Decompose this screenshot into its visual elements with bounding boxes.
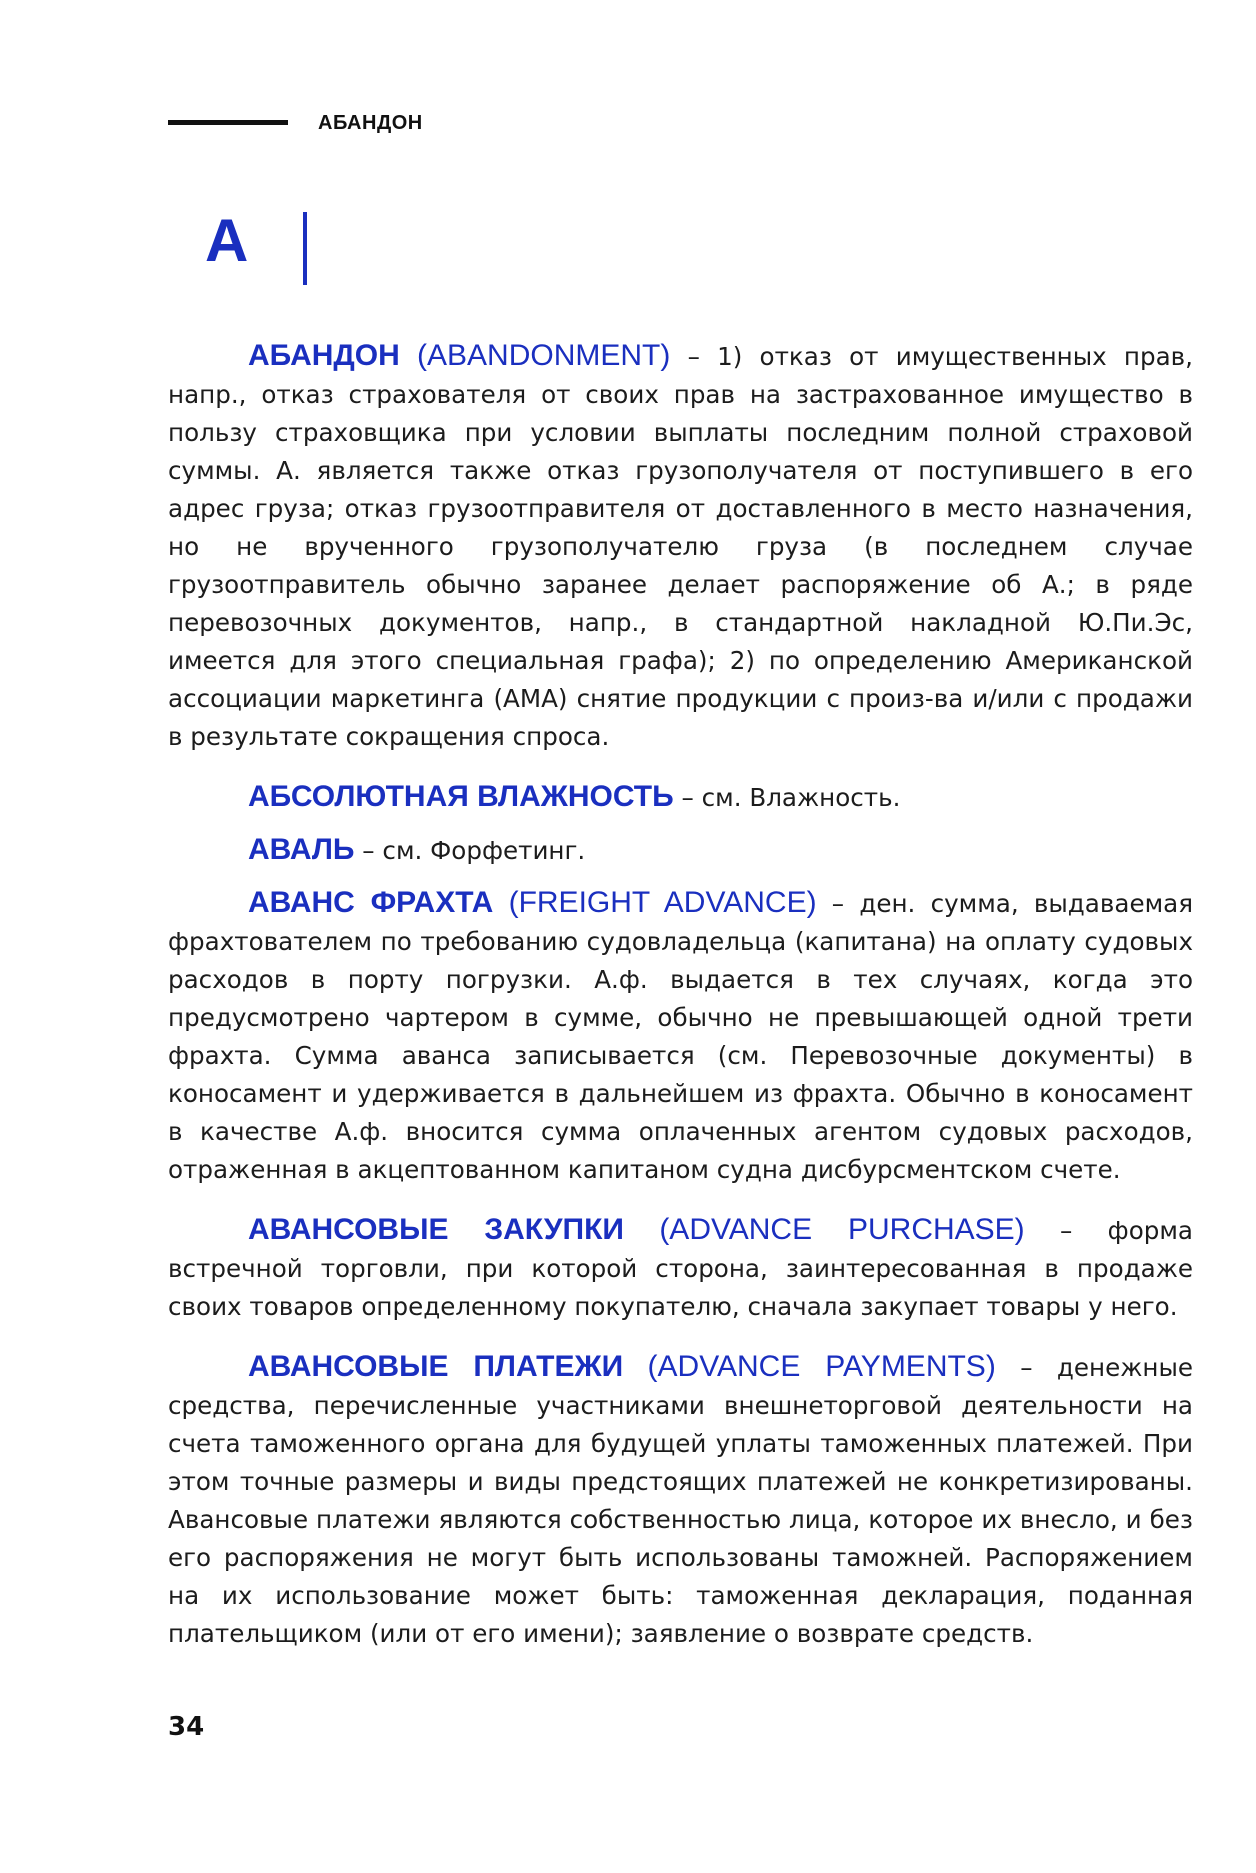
entry-definition: – денежные средства, перечисленные участниками внешнеторговой деятельности на счета таможенного органа для будущей уплаты таможенных платежей. При этом точные размеры и виды предстоящих платежей не конкретизированы. Авансовые платежи являются собственностью лица, которое их внесло, и без его распоряжения не могут быть использованы таможней. Распоряжением на их использование может быть: таможенная декларация, поданная плательщиком (или от его имени); заявление о возврате средств.	[168, 1353, 1193, 1648]
entry-definition: – 1) отказ от имущественных прав, напр., отказ страхователя от своих прав на застрахованное имущество в пользу страховщика при условии выплаты последним полной страховой суммы. А. является также отказ грузополучателя от поступившего в его адрес груза; отказ грузоотправителя от доставленного в место назначения, но не врученного грузополучателю груза (в последнем случае грузоотправитель обычно заранее делает распоряжение об А.; в ряде перевозочных документов, напр., в стандартной накладной Ю.Пи.Эс, имеется для этого специальная графа); 2) по определению Американской ассоциации маркетинга (АМА) снятие продукции с произ-ва и/или с продажи в результате сокращения спроса.	[168, 342, 1193, 751]
dictionary-entry	[168, 1348, 1193, 1653]
entry-definition: – ден. сумма, выдаваемая фрахтователем по требованию судовладельца (капитана) на оплату судовых расходов в порту погрузки. А.ф. выдается в тех случаях, когда это предусмотрено чартером в сумме, обычно не превышающей одной трети фрахта. Сумма аванса записывается (см. Перевозочные документы) в коносамент и удерживается в дальнейшем из фрахта. Обычно в коносамент в качестве А.ф. вносится сумма оплаченных агентом судовых расходов, отраженная в акцептованном капитаном судна дисбурсментском счете.	[168, 889, 1193, 1184]
page-number: 34	[168, 1712, 205, 1742]
section-letter: А	[205, 207, 249, 274]
entry-term: АБСОЛЮТНАЯ ВЛАЖНОСТЬ	[248, 780, 674, 813]
dictionary-entry	[168, 884, 1193, 1189]
entry-term: АВАНСОВЫЕ ЗАКУПКИ	[248, 1213, 624, 1246]
entry-term: АВАНС ФРАХТА	[248, 886, 494, 919]
dictionary-entry	[168, 337, 1193, 756]
running-title: АБАНДОН	[318, 112, 423, 134]
dictionary-entries	[168, 337, 1193, 1675]
entry-term: АБАНДОН	[248, 339, 400, 372]
dictionary-entry	[168, 831, 1193, 870]
entry-english-term: (FREIGHT ADVANCE)	[508, 886, 817, 919]
entry-definition: – см. Влажность.	[673, 783, 901, 812]
entry-english-term: (ABANDONMENT)	[417, 339, 671, 372]
entry-definition: – форма встречной торговли, при которой сторона, заинтересованная в продаже своих товаров определенному покупателю, сначала закупает товары у него.	[168, 1216, 1193, 1321]
letter-divider-bar	[303, 212, 307, 285]
header-rule	[168, 120, 288, 125]
entry-english-term: (ADVANCE PAYMENTS)	[647, 1350, 996, 1383]
entry-english-term: (ADVANCE PURCHASE)	[659, 1213, 1025, 1246]
entry-term: АВАЛЬ	[248, 833, 355, 866]
dictionary-entry	[168, 778, 1193, 817]
section-letter-block	[205, 205, 405, 285]
entry-term: АВАНСОВЫЕ ПЛАТЕЖИ	[248, 1350, 624, 1383]
entry-definition: – см. Форфетинг.	[354, 836, 586, 865]
running-head	[168, 112, 568, 138]
dictionary-entry	[168, 1211, 1193, 1326]
